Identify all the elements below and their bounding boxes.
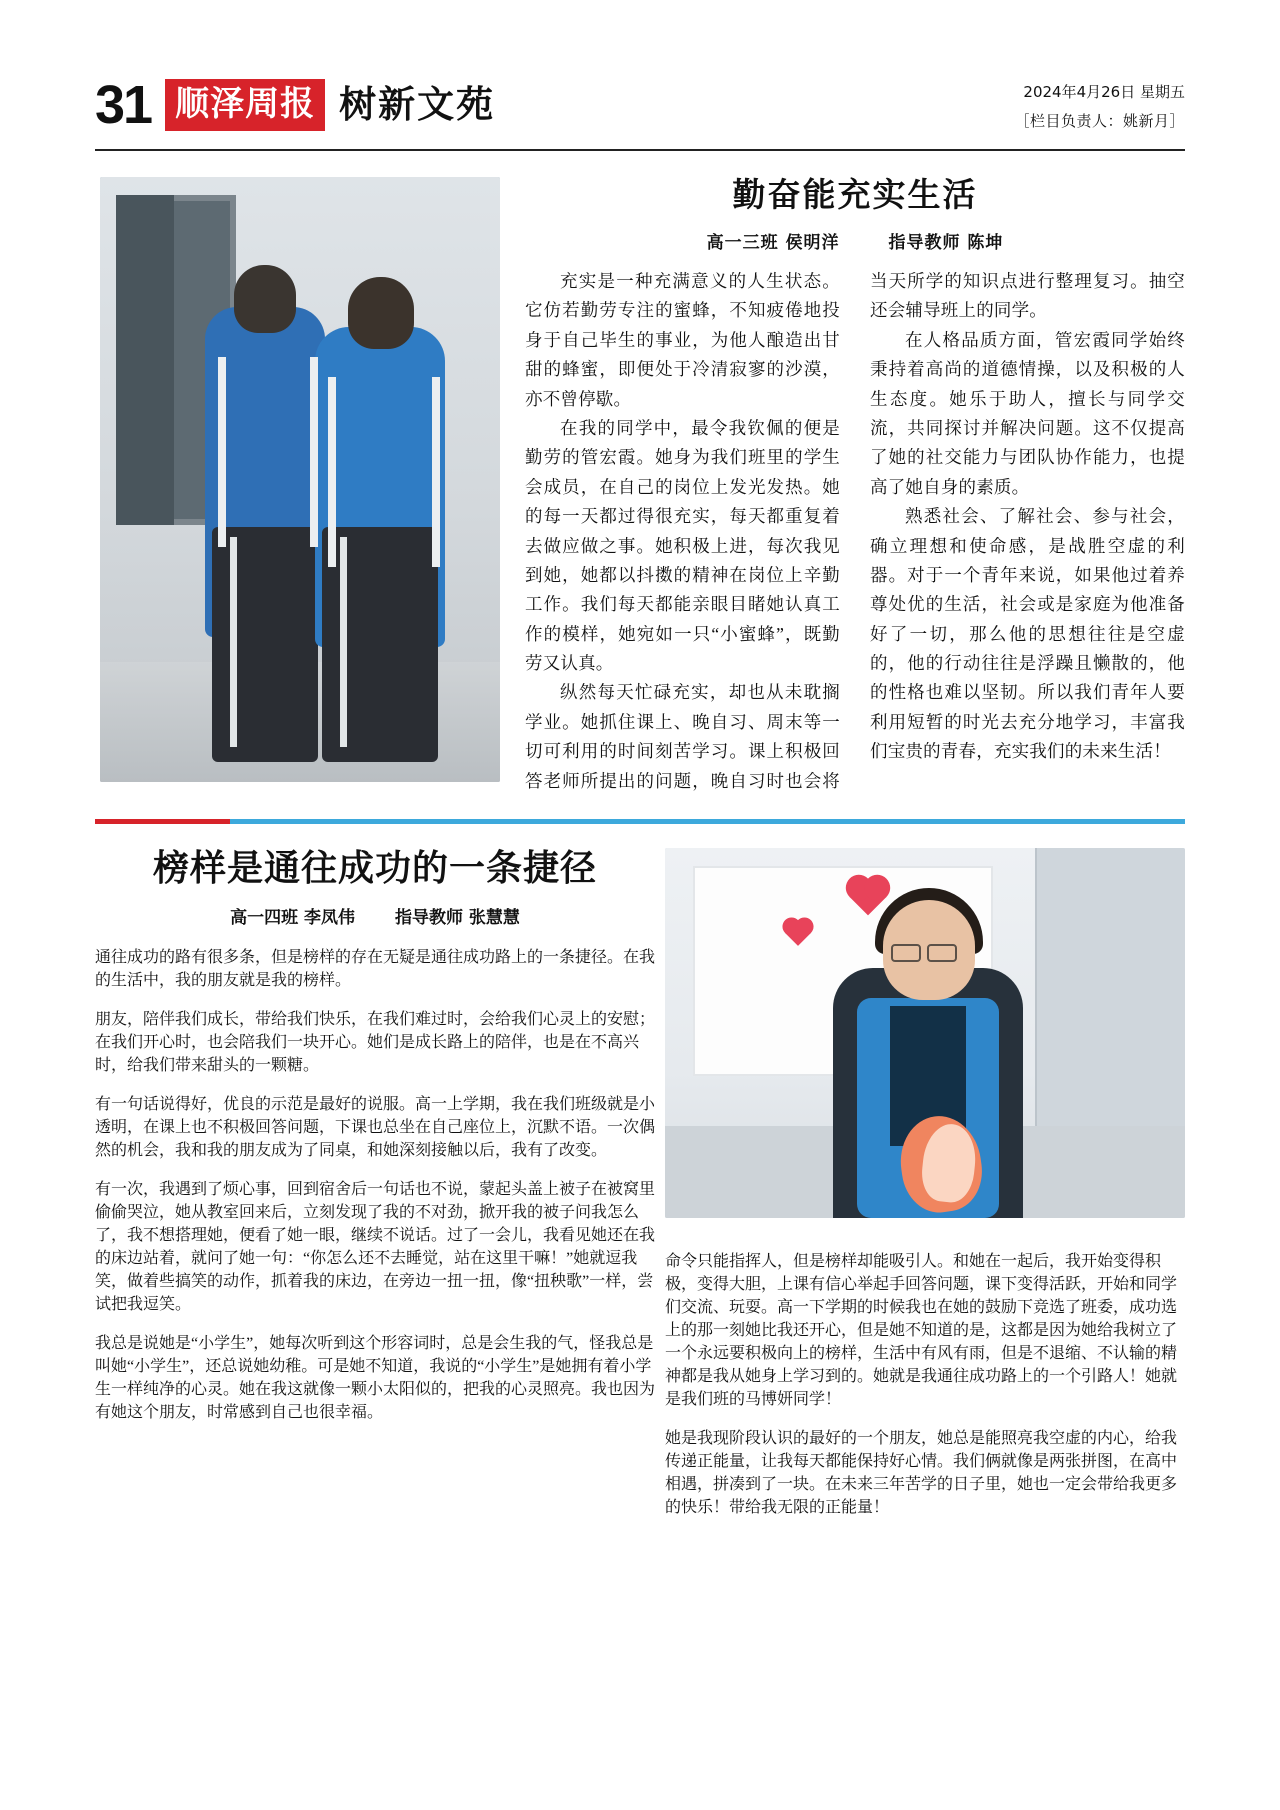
article-2-right-column [665, 1232, 1185, 1533]
article-2-para-5: 我总是说她是“小学生”，她每次听到这个形容词时，总是会生我的气，怪我总是叫她“小学生”，还总说她幼稚。可是她不知道，我说的“小学生”是她拥有着小学生一样纯净的心灵。她在我这就像一颗小太阳似的，把我的心灵照亮。我也因为有她这个朋友，时常感到自己也很幸福。 [95, 1335, 656, 1421]
article-2-author: 高一四班 李凤伟 [230, 908, 356, 928]
article-2 [95, 840, 1185, 1516]
newspaper-name-badge: 顺泽周报 [165, 79, 325, 131]
column-editor: ［栏目负责人：姚新月］ [1014, 111, 1185, 130]
article-2-left-column [95, 944, 655, 1422]
article-2-para-1: 通往成功的路有很多条，但是榜样的存在无疑是通往成功路上的一条捷径。在我的生活中，我的朋友就是我的榜样。 [95, 949, 656, 989]
photo-student-holding-paper-flower [665, 848, 1185, 1218]
article-1-para-2: 在我的同学中，最令我钦佩的便是勤劳的管宏霞。她身为我们班里的学生会成员，在自己的岗位上发光发热。她的每一天都过得很充实，每天都重复着去做应做之事。她积极上进，每次我见到她，她都以抖擞的精神在岗位上辛勤工作。我们每天都能亲眼目睹她认真工作的模样，她宛如一只“小蜜蜂”，既勤劳又认真。 [525, 417, 840, 674]
photo-two-students-talking [100, 177, 500, 782]
article-1 [95, 169, 1185, 809]
article-1-para-1: 充实是一种充满意义的人生状态。它仿若勤劳专注的蜜蜂，不知疲倦地投身于自己毕生的事业，为他人酿造出甘甜的蜂蜜，即便处于冷清寂寥的沙漠，亦不曾停歇。 [525, 271, 840, 409]
article-2-para-4: 有一次，我遇到了烦心事，回到宿舍后一句话也不说，蒙起头盖上被子在被窝里偷偷哭泣，她从教室回来后，立刻发现了我的不对劲，掀开我的被子问我怎么了，我不想搭理她，便看了她一眼，继续不说话。过了一会儿，我看见她还在我的床边站着，就问了她一句：“你怎么还不去睡觉，站在这里干嘛！”她就逗我笑，做着些搞笑的动作，抓着我的床边，在旁边一扭一扭，像“扭秧歌”一样，尝试把我逗笑。 [95, 1181, 656, 1313]
article-1-teacher: 指导教师 陈坤 [888, 233, 1004, 253]
masthead-left [95, 75, 496, 135]
article-1-para-5: 熟悉社会、了解社会、参与社会，确立理想和使命感，是战胜空虚的利器。对于一个青年来说，如果他过着养尊处优的生活，社会或是家庭为他准备好了一切，那么他的思想往往是空虚的，他的行动往往是浮躁且懒散的，他的性格也难以坚韧。所以我们青年人要利用短暂的时光去充分地学习，丰富我们宝贵的青春，充实我们的未来生活！ [870, 506, 1185, 762]
article-1-byline [525, 228, 1185, 253]
article-1-author: 高一三班 侯明洋 [706, 233, 840, 253]
masthead [95, 0, 1185, 135]
article-1-title: 勤奋能充实生活 [732, 175, 978, 214]
divider-red-segment [95, 819, 230, 824]
article-2-para-7: 她是我现阶段认识的最好的一个朋友，她总是能照亮我空虚的内心，给我传递正能量，让我每天都能保持好心情。我们俩就像是两张拼图，在高中相遇，拼凑到了一块。在未来三年苦学的日子里，她也一定会带给我更多的快乐！带给我无限的正能量！ [665, 1430, 1178, 1516]
article-1-para-3: 纵然每天忙碌充实，却也从未耽搁学业。她抓住课上、晚自习、周末等一切可利用的时间刻苦学习。课上积极回答老师所提出的问题，晚自习时也会将当天所学的知识点进行整理复习。抽空还会辅导班上的同学。 [525, 271, 1185, 791]
article-2-title: 榜样是通往成功的一条捷径 [152, 848, 597, 889]
section-divider [95, 819, 1185, 824]
masthead-right [1014, 78, 1185, 135]
article-2-para-3: 有一句话说得好，优良的示范是最好的说服。高一上学期，我在我们班级就是小透明，在课上也不积极回答问题，下课也总坐在自己座位上，沉默不语。一次偶然的机会，我和我的朋友成为了同桌，和她深刻接触以后，我有了改变。 [95, 1096, 656, 1159]
article-1-columns [525, 267, 1185, 796]
page-number: 31 [95, 75, 152, 135]
publication-date: 2024年4月26日 星期五 [1023, 83, 1185, 101]
article-2-para-6: 命令只能指挥人，但是榜样却能吸引人。和她在一起后，我开始变得积极，变得大胆，上课有信心举起手回答问题，课下变得活跃，开始和同学们交流、玩耍。高一下学期的时候我也在她的鼓励下竞选了班委，成功选上的那一刻她比我还开心，但是她不知道的是，这都是因为她给我树立了一个永远要积极向上的榜样，生活中有风有雨，但是不退缩、不认输的精神都是我从她身上学习到的。她就是我通往成功路上的一个引路人！她就是我们班的马博妍同学！ [665, 1253, 1178, 1408]
article-1-body [525, 169, 1185, 796]
masthead-rule [95, 149, 1185, 151]
article-2-teacher: 指导教师 张慧慧 [394, 908, 520, 928]
article-2-para-2: 朋友，陪伴我们成长，带给我们快乐，在我们难过时，会给我们心灵上的安慰；在我们开心时，也会陪我们一块开心。她们是成长路上的陪伴，也是在不高兴时，给我们带来甜头的一颗糖。 [95, 1011, 656, 1074]
article-2-byline [95, 903, 655, 928]
article-1-para-4: 在人格品质方面，管宏霞同学始终秉持着高尚的道德情操，以及积极的人生态度。她乐于助人，擅长与同学交流，共同探讨并解决问题。这不仅提高了她的社交能力与团队协作能力，也提高了她自身的素质。 [870, 329, 1185, 497]
section-title: 树新文苑 [339, 82, 496, 126]
divider-blue-segment [230, 819, 1185, 824]
